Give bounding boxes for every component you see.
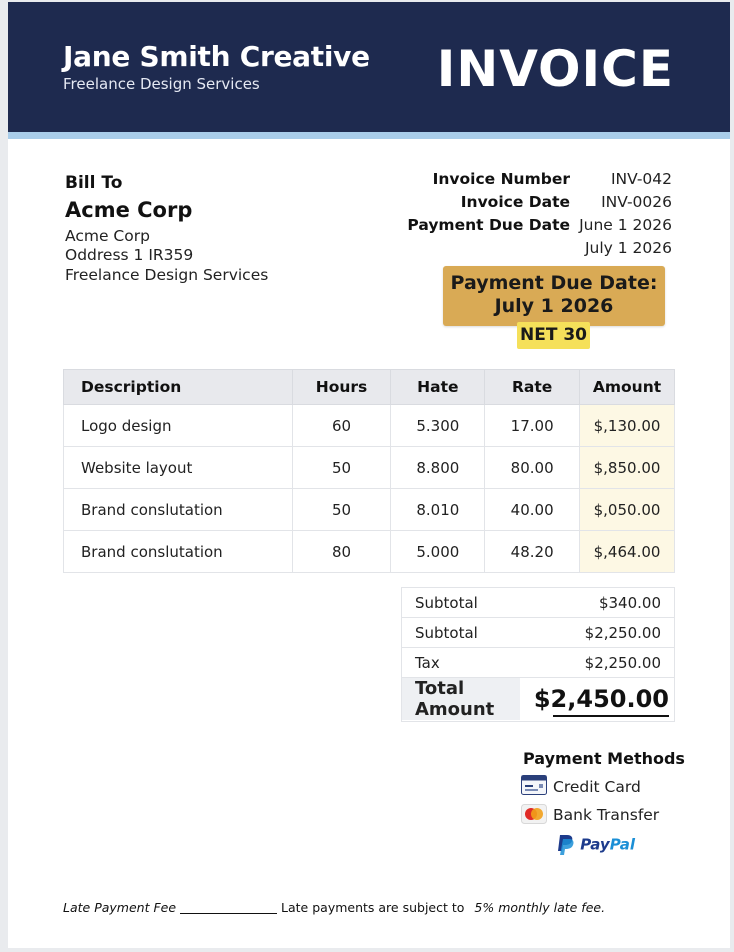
table-row (64, 531, 675, 573)
cell-hate: 5.000 (391, 531, 485, 573)
cell-rate: 17.00 (485, 405, 580, 447)
payment-terms-badge: NET 30 (517, 322, 590, 349)
subtotal-value: $340.00 (520, 588, 675, 618)
due-callout-date: July 1 2026 (494, 295, 614, 317)
payment-due-callout (443, 266, 665, 326)
paypal-pay-text: Pay (580, 835, 610, 854)
col-amount: Amount (580, 370, 675, 405)
header-accent-stripe (8, 132, 730, 139)
payment-method-credit-card: Credit Card (553, 778, 641, 796)
brand-tagline: Freelance Design Services (63, 75, 260, 93)
bill-to-line: Freelance Design Services (65, 266, 269, 284)
paypal-pal-text: Pal (609, 835, 636, 854)
tax-row (401, 648, 675, 678)
col-hours: Hours (292, 370, 391, 405)
invoice-number-label: Invoice Number (432, 170, 570, 188)
cell-amount: $,130.00 (580, 405, 675, 447)
subtotal-label: Subtotal (401, 618, 520, 648)
due-date-value: June 1 2026 (579, 216, 672, 234)
cell-hours: 50 (292, 489, 391, 531)
cell-hours: 80 (292, 531, 391, 573)
total-label: Total Amount (401, 678, 520, 721)
tax-value: $2,250.00 (520, 648, 675, 678)
totals-table (401, 587, 675, 720)
payment-method-bank-transfer: Bank Transfer (553, 806, 660, 824)
total-value: $2,450.00 (520, 678, 675, 721)
due-date-label: Payment Due Date (407, 216, 570, 234)
table-header-row (64, 370, 675, 405)
cell-description: Brand conslutation (64, 531, 293, 573)
bill-to-name: Acme Corp (65, 198, 193, 222)
subtotal-label: Subtotal (401, 588, 520, 618)
table-row (64, 489, 675, 531)
total-row (401, 678, 675, 721)
subtotal-value: $2,250.00 (520, 618, 675, 648)
cell-amount: $,464.00 (580, 531, 675, 573)
cell-hours: 50 (292, 447, 391, 489)
subtotal-row (401, 588, 675, 618)
late-fee-text: Late payments are subject to (281, 900, 465, 915)
subtotal-row (401, 618, 675, 648)
paypal-logo (557, 834, 635, 858)
paypal-icon (557, 834, 575, 856)
credit-card-icon (521, 775, 547, 795)
payment-methods-title: Payment Methods (523, 749, 685, 768)
invoice-date-value: INV-0026 (601, 193, 672, 211)
cell-description: Logo design (64, 405, 293, 447)
cell-rate: 80.00 (485, 447, 580, 489)
brand-name: Jane Smith Creative (63, 40, 370, 73)
due-callout-label: Payment Due Date: (450, 272, 658, 294)
cell-hate: 5.300 (391, 405, 485, 447)
cell-amount: $,050.00 (580, 489, 675, 531)
cell-amount: $,850.00 (580, 447, 675, 489)
late-fee-label: Late Payment Fee (63, 900, 177, 915)
cell-rate: 40.00 (485, 489, 580, 531)
late-fee-rate: 5% monthly late fee. (474, 900, 606, 915)
cell-hours: 60 (292, 405, 391, 447)
line-items-table (63, 369, 675, 573)
cell-description: Brand conslutation (64, 489, 293, 531)
bill-to-line: Acme Corp (65, 227, 150, 245)
col-hate: Hate (391, 370, 485, 405)
late-fee-blank (180, 913, 277, 914)
cell-rate: 48.20 (485, 531, 580, 573)
col-rate: Rate (485, 370, 580, 405)
tax-label: Tax (401, 648, 520, 678)
invoice-title: INVOICE (436, 40, 674, 98)
cell-hate: 8.800 (391, 447, 485, 489)
table-row (64, 447, 675, 489)
invoice-date-label: Invoice Date (460, 193, 570, 211)
table-row (64, 405, 675, 447)
cell-description: Website layout (64, 447, 293, 489)
invoice-page (8, 2, 730, 948)
cell-hate: 8.010 (391, 489, 485, 531)
invoice-header (8, 2, 730, 132)
bill-to-line: Οddress 1 IR359 (65, 246, 194, 264)
invoice-number-value: INV-042 (610, 170, 672, 188)
bill-to-label: Bill To (65, 173, 123, 193)
mastercard-icon (521, 804, 547, 824)
due-date-value-2: July 1 2026 (584, 239, 672, 257)
late-fee-note (63, 900, 605, 915)
total-underline (553, 715, 669, 717)
col-description: Description (64, 370, 293, 405)
